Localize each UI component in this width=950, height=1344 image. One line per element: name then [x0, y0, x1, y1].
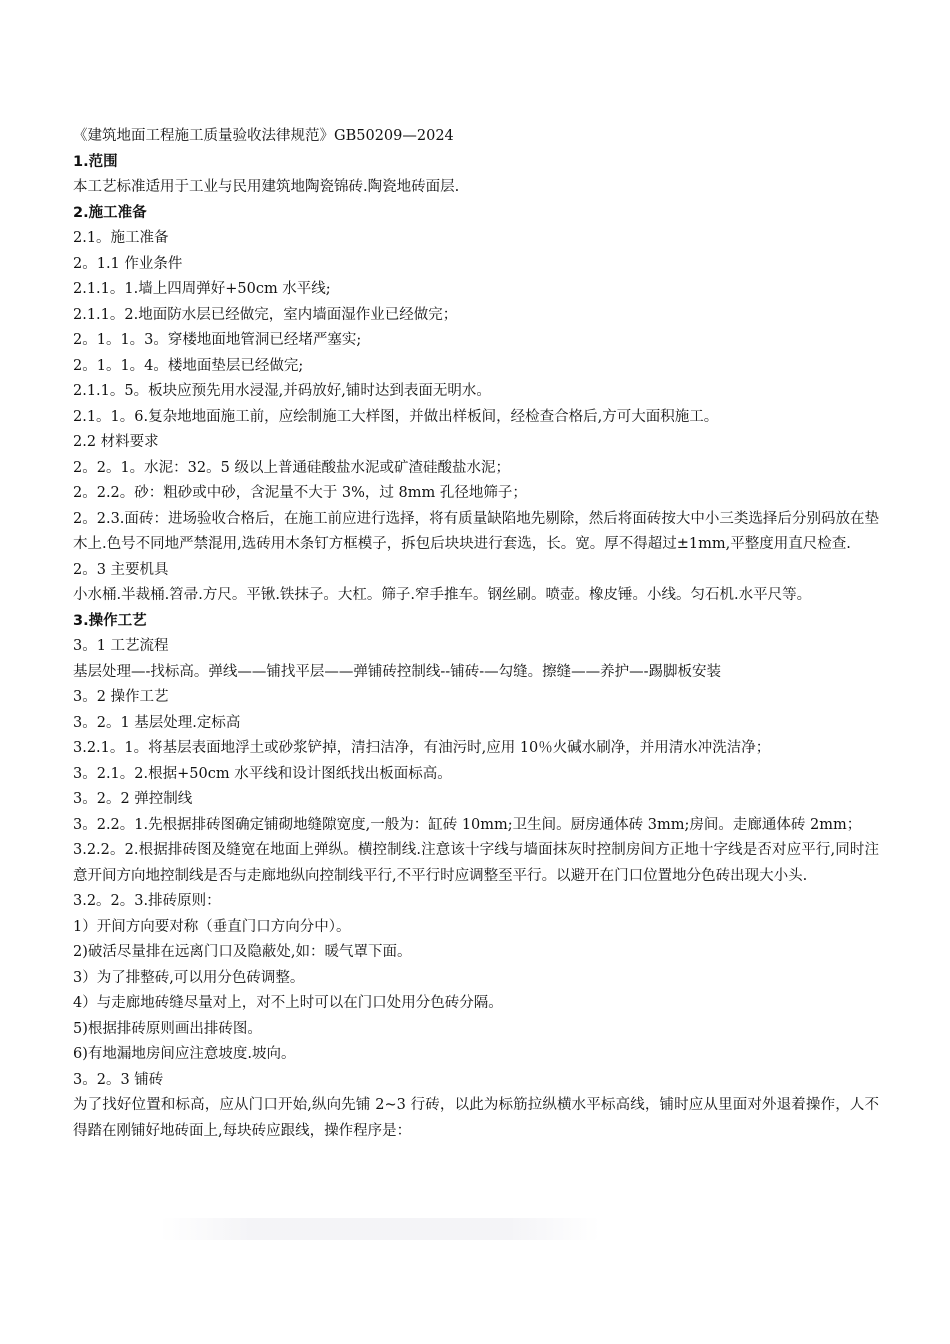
document-title: 《建筑地面工程施工质量验收法律规范》GB50209—2024 [73, 128, 454, 144]
list-item: 3.2。2。3.排砖原则： [73, 893, 221, 909]
paragraph: 基层处理—-找标高。弹线——铺找平层——弹铺砖控制线--铺砖-—勾缝。擦缝——养护—-踢脚板安装 [73, 663, 721, 680]
list-item: 2。2.2。砂：粗砂或中砂，含泥量不大于 3%，过 8mm 孔径地筛子； [73, 485, 527, 501]
section-heading-operation: 3.操作工艺 [73, 612, 147, 629]
list-item: 3）为了排整砖,可以用分色砖调整。 [73, 969, 305, 986]
subsection-heading: 2.2 材料要求 [73, 434, 159, 450]
list-item: 3。2.1。2.根据+50cm 水平线和设计图纸找出板面标高。 [73, 765, 452, 782]
subsection-heading: 2.1。施工准备 [73, 230, 169, 246]
list-item: 2。2。1。水泥：32。5 级以上普通硅酸盐水泥或矿渣硅酸盐水泥； [73, 459, 510, 476]
list-item: 2.1。1。6.复杂地地面施工前，应绘制施工大样图，并做出样板间，经检查合格后,方可大面积施工。 [73, 408, 719, 425]
subsection-heading: 3。1 工艺流程 [73, 638, 169, 654]
list-item: 2.1.1。2.地面防水层已经做完，室内墙面湿作业已经做完； [73, 306, 458, 323]
subsection-heading: 3。2。2 弹控制线 [73, 791, 193, 807]
section-heading-preparation: 2.施工准备 [73, 204, 147, 221]
faded-watermark [160, 1218, 600, 1240]
list-item: 6)有地漏地房间应注意坡度.坡向。 [73, 1046, 296, 1062]
section-heading-scope: 1.范围 [73, 153, 118, 170]
list-item: 2.1.1。5。板块应预先用水浸湿,并码放好,铺时达到表面无明水。 [73, 383, 491, 399]
list-item: 3。2.2。1.先根据排砖图确定铺砌地缝隙宽度,一般为：缸砖 10mm;卫生间。厨房通体砖 3mm;房间。走廊通体砖 2mm； [73, 816, 862, 833]
subsection-heading: 2。1.1 作业条件 [73, 255, 183, 272]
list-item: 2。2.3.面砖：进场验收合格后，在施工前应进行选择，将有质量缺陷地先剔除，然后将面砖按大中小三类选择后分别码放在垫木上.色号不同地严禁混用,选砖用木条钉方框模子，拆包后块块进行套选，长。宽。厚不得超过±1mm,平整度用直尺检查. [73, 510, 879, 552]
subsection-heading: 3。2。3 铺砖 [73, 1071, 164, 1088]
paragraph: 小水桶.半裁桶.笤帚.方尺。平锹.铁抹子。大杠。筛子.窄手推车。钢丝刷。喷壶。橡皮锤。小线。匀石机.水平尺等。 [73, 587, 812, 603]
list-item: 2.1.1。1.墙上四周弹好+50cm 水平线; [73, 281, 331, 297]
list-item: 1）开间方向要对称（垂直门口方向分中）。 [73, 918, 351, 935]
list-item: 4）与走廊地砖缝尽量对上，对不上时可以在门口处用分色砖分隔。 [73, 995, 503, 1011]
document-body [73, 124, 879, 1144]
list-item: 2。1。1。4。楼地面垫层已经做完; [73, 357, 304, 374]
subsection-heading: 3。2。1 基层处理.定标高 [73, 714, 241, 731]
paragraph: 本工艺标准适用于工业与民用建筑地陶瓷锦砖.陶瓷地砖面层. [73, 179, 460, 195]
list-item: 2。1。1。3。穿楼地面地管洞已经堵严塞实; [73, 332, 362, 348]
subsection-heading: 2。3 主要机具 [73, 561, 169, 578]
list-item: 2)破活尽量排在远离门口及隐蔽处,如：暖气罩下面。 [73, 944, 412, 960]
list-item: 3.2.2。2.根据排砖图及缝宽在地面上弹纵。横控制线.注意该十字线与墙面抹灰时控制房间方正地十字线是否对应平行,同时注意开间方向地控制线是否与走廊地纵向控制线平行,不平行时应调整至平行。以避开在门口位置地分色砖出现大小头. [73, 842, 879, 884]
list-item: 3.2.1。1。将基层表面地浮土或砂浆铲掉，清扫洁净，有油污时,应用 10％火碱水刷净，并用清水冲洗洁净； [73, 740, 771, 756]
subsection-heading: 3。2 操作工艺 [73, 689, 169, 705]
paragraph: 为了找好位置和标高，应从门口开始,纵向先铺 2~3 行砖，以此为标筋拉纵横水平标高线，铺时应从里面对外退着操作，人不得踏在刚铺好地砖面上,每块砖应跟线，操作程序是： [73, 1097, 879, 1139]
list-item: 5)根据排砖原则画出排砖图。 [73, 1020, 262, 1037]
